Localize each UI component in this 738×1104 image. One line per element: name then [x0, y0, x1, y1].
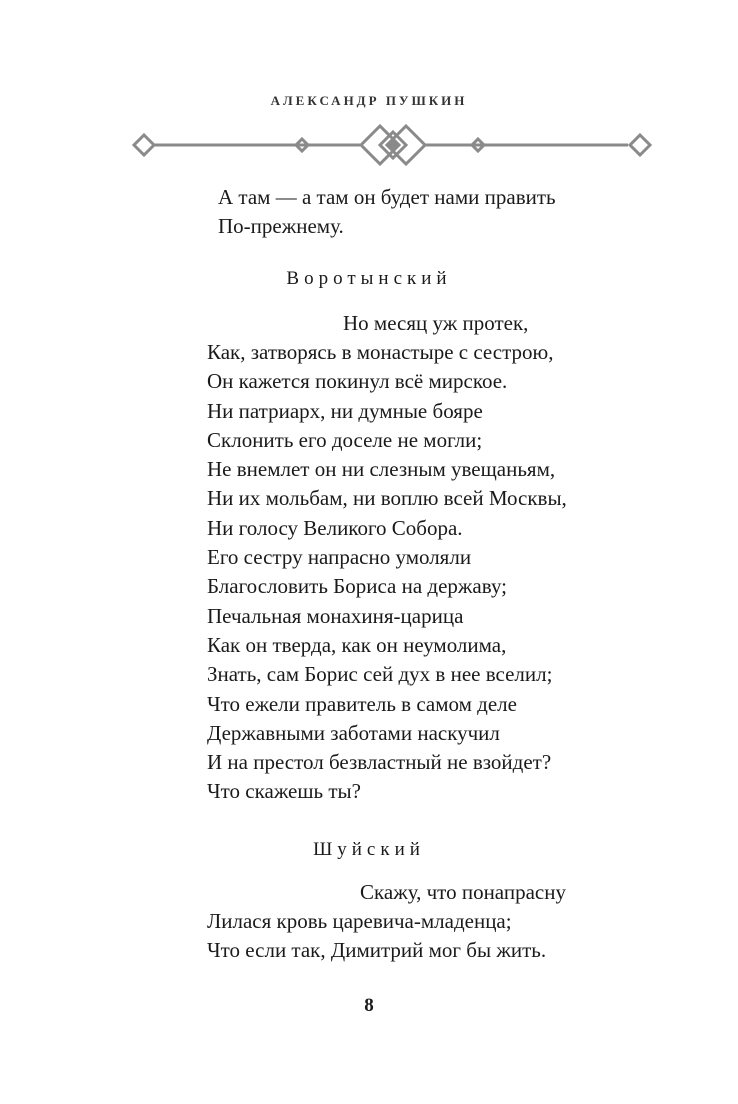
verse-line: Как он тверда, как он неумолима, [207, 632, 507, 657]
verse-line: Но месяц уж протек, [343, 311, 529, 335]
speech-verse [207, 907, 546, 966]
verse-line: Его сестру напрасно умоляли [207, 545, 472, 570]
speaker-name: Воротынский [286, 268, 452, 289]
verse-line: Ни патриарх, ни думные бояре [207, 398, 483, 423]
verse-line: Что скажешь ты? [207, 779, 361, 804]
diamond-divider-ornament-icon [128, 118, 658, 174]
verse-line: Державными заботами наскучил [207, 720, 500, 745]
verse-line: Что ежели правитель в самом деле [207, 691, 517, 716]
verse-line: Не внемлет он ни слезным увещаньям, [207, 457, 556, 482]
page-number: 8 [364, 995, 374, 1016]
indented-verse-line [343, 309, 528, 338]
verse-line: Скажу, что понапрасну [360, 880, 566, 904]
running-head: АЛЕКСАНДР ПУШКИН [270, 93, 468, 108]
verse-line: Он кажется покинул всё мирское. [207, 369, 508, 394]
verse-line: Ни их мольбам, ни воплю всей Москвы, [207, 486, 567, 511]
verse-line: А там — а там он будет нами править [218, 185, 556, 209]
verse-line: Лилася кровь царевича-младенца; [207, 909, 512, 933]
opening-verse [218, 183, 556, 242]
indented-verse-line [360, 878, 566, 907]
verse-line: Благословить Бориса на державу; [207, 574, 507, 599]
verse-line: И на престол безвластный не взойдет? [207, 750, 552, 775]
speech-verse [207, 338, 567, 807]
verse-line: Что если так, Димитрий мог бы жить. [207, 938, 547, 963]
verse-line: Ни голосу Великого Собора. [207, 515, 463, 540]
verse-line: Как, затворясь в монастыре с сестрою, [207, 340, 554, 364]
verse-line: Печальная монахиня-царица [207, 603, 464, 628]
speaker-name: Шуйский [313, 839, 425, 860]
verse-line: По-прежнему. [218, 214, 344, 239]
verse-line: Знать, сам Борис сей дух в нее вселил; [207, 662, 553, 687]
verse-line: Склонить его доселе не могли; [207, 427, 483, 452]
